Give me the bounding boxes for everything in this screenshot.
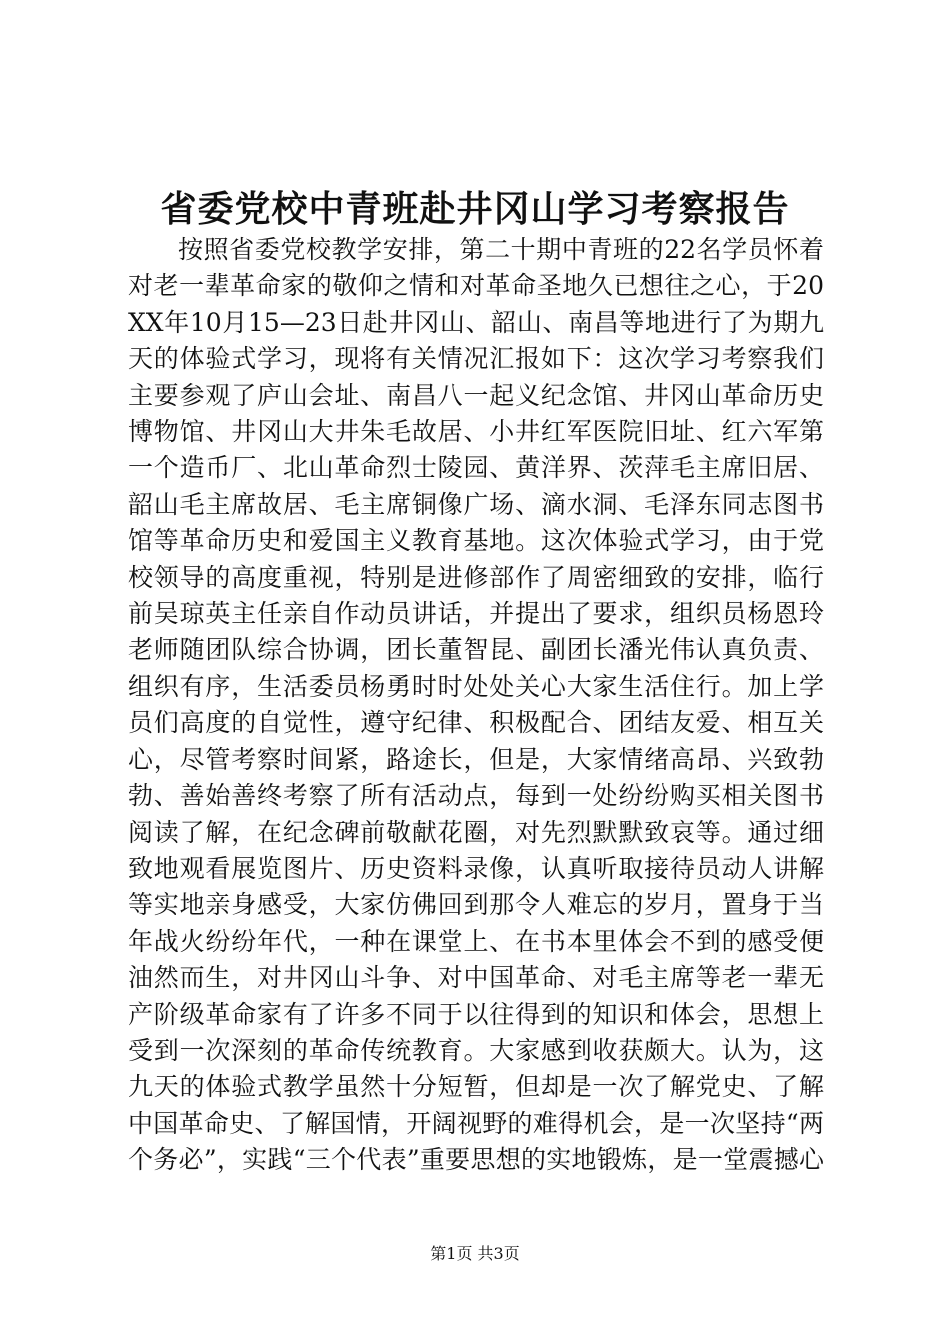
page-footer: 第1页 共3页	[430, 1244, 520, 1263]
document-title: 省委党校中青班赴井冈山学习考察报告	[160, 188, 790, 230]
body-paragraph: 按照省委党校教学安排，第二十期中青班的22名学员怀着对老一辈革命家的敬仰之情和对革命圣地久已想往之心，于20XX年10月15—23日赴井冈山、韶山、南昌等地进行了为期九天的体验式学习，现将有关情况汇报如下：这次学习考察我们主要参观了庐山会址、南昌八一起义纪念馆、井冈山革命历史博物馆、井冈山大井朱毛故居、小井红军医院旧址、红六军第一个造币厂、北山革命烈士陵园、黄洋界、茨萍毛主席旧居、韶山毛主席故居、毛主席铜像广场、滴水洞、毛泽东同志图书馆等革命历史和爱国主义教育基地。这次体验式学习，由于党校领导的高度重视，特别是进修部作了周密细致的安排，临行前吴琼英主任亲自作动员讲话，并提出了要求，组织员杨恩玲老师随团队综合协调，团长董智昆、副团长潘光伟认真负责、组织有序，生活委员杨勇时时处处关心大家生活住行。加上学员们高度的自觉性，遵守纪律、积极配合、团结友爱、相互关心，尽管考察时间紧，路途长，但是，大家情绪高昂、兴致勃勃、善始善终考察了所有活动点，每到一处纷纷购买相关图书阅读了解，在纪念碑前敬献花圈，对先烈默默致哀等。通过细致地观看展览图片、历史资料录像，认真听取接待员动人讲解等实地亲身感受，大家仿佛回到那令人难忘的岁月，置身于当年战火纷纷年代，一种在课堂上、在书本里体会不到的感受便油然而生，对井冈山斗争、对中国革命、对毛主席等老一辈无产阶级革命家有了许多不同于以往得到的知识和体会，思想上受到一次深刻的革命传统教育。大家感到收获颇大。认为，这九天的体验式教学虽然十分短暂，但却是一次了解党史、了解中国革命史、了解国情，开阔视野的难得机会，是一次坚持“两个务必”，实践“三个代表”重要思想的实地锻炼，是一堂震撼心	[128, 235, 824, 1175]
